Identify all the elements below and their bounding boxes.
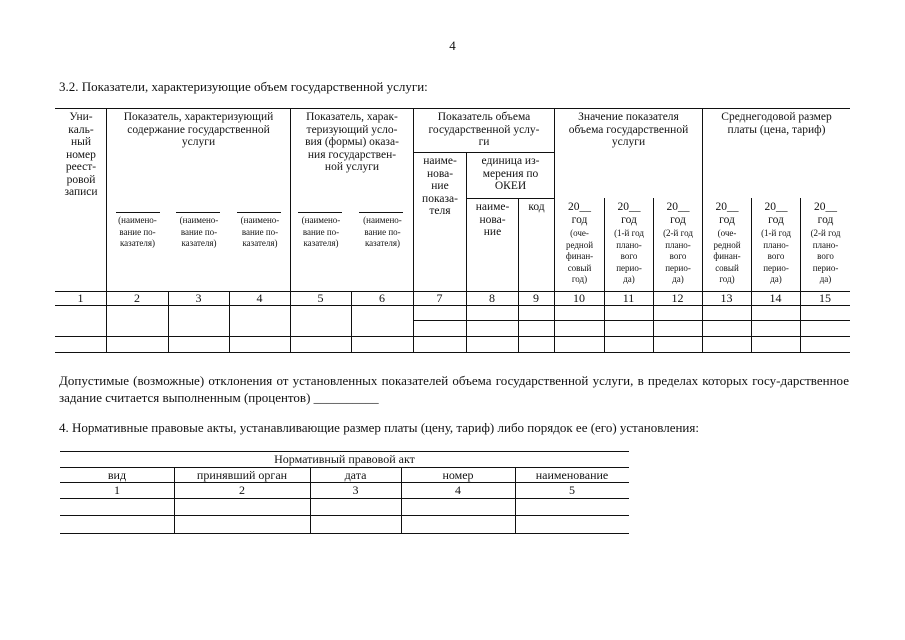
indicator-name-label: (наимено- вание по- казателя) <box>179 215 219 248</box>
numbers-row-bottom <box>55 305 850 306</box>
blank-line <box>237 212 281 213</box>
blank-line <box>116 212 160 213</box>
indicator-name-label: (наимено- вание по- казателя) <box>118 215 157 248</box>
column-header-authority: принявший орган <box>196 468 288 482</box>
year-second-note: (2-й год плано- вого перио- да) <box>810 228 841 284</box>
year-first-note: (1-й год плано- вого перио- да) <box>614 228 644 284</box>
header-average-fee: Среднегодовой размер платы (цена, тариф) <box>721 111 832 136</box>
column-number: 15 <box>819 291 831 305</box>
indicator-name-label: (наимено- вание по- казателя) <box>301 215 341 248</box>
column-number: 12 <box>671 291 684 305</box>
column-number: 4 <box>256 291 263 305</box>
okei-divider <box>466 198 554 199</box>
year-current-note: (оче- редной финан- совый год) <box>713 228 741 284</box>
column-number: 4 <box>455 483 461 497</box>
table-border-bottom <box>60 533 629 534</box>
numbers-row-bottom <box>60 498 629 499</box>
column-number: 10 <box>573 291 585 305</box>
column-header-type: вид <box>107 468 127 482</box>
legal-table-title: Нормативный правовой акт <box>274 452 415 466</box>
column-number: 6 <box>379 291 385 305</box>
volume-indicator-divider <box>413 152 554 153</box>
blank-line <box>298 212 342 213</box>
header-volume-indicator: Показатель объема государственной услу- ги <box>428 111 540 148</box>
column-number: 5 <box>317 291 324 305</box>
deviation-text: Допустимые (возможные) отклонения от установленных показателей объема государственной услуги, в пределах которых госу-дарственное задание считается выполненным (процентов) __________ <box>59 373 849 405</box>
column-number: 1 <box>114 483 120 497</box>
year-second-header: 20__ год <box>814 201 837 226</box>
year-first-note: (1-й год плано- вого перио- да) <box>761 228 791 284</box>
header-okei-code: код <box>528 201 545 213</box>
header-okei-name: наиме- нова- ние <box>475 201 510 238</box>
column-header-date: дата <box>344 468 367 482</box>
column-number: 3 <box>195 291 202 305</box>
column-divider <box>518 198 519 352</box>
column-number: 13 <box>720 291 733 305</box>
column-number: 7 <box>436 291 443 305</box>
year-current-header: 20__ год <box>715 201 739 226</box>
data-row-line <box>60 515 629 516</box>
blank-line <box>176 212 220 213</box>
table-border-top <box>55 108 850 109</box>
header-form-indicator: Показатель, харак- теризующий усло- вия (формы) оказа- ния государствен- ной услуги <box>305 111 399 173</box>
column-number: 1 <box>77 291 84 305</box>
indicator-name-label: (наимено- вание по- казателя) <box>363 215 402 248</box>
column-number: 11 <box>622 291 635 305</box>
column-number: 5 <box>569 483 575 497</box>
table-border-bottom <box>55 352 850 353</box>
section-3-2-heading: 3.2. Показатели, характеризующие объем государственной услуги: <box>59 79 428 94</box>
column-header-title: наименование <box>535 468 609 482</box>
year-current-header: 20__ год <box>568 201 591 226</box>
section-4-heading: 4. Нормативные правовые акты, устанавливающие размер платы (цену, тариф) либо порядок ее (его) установления: <box>59 420 699 435</box>
header-volume-value: Значение показателя объема государственной услуги <box>568 111 689 148</box>
column-number: 3 <box>352 483 359 497</box>
year-second-note: (2-й год плано- вого перио- да) <box>663 228 693 284</box>
column-header-number: номер <box>442 468 474 482</box>
column-number: 14 <box>769 291 782 305</box>
page-number: 4 <box>449 38 456 53</box>
year-second-header: 20__ год <box>666 201 690 226</box>
column-number: 2 <box>134 291 140 305</box>
data-row-line <box>55 336 850 337</box>
data-row-line <box>413 320 850 321</box>
header-indicator-name: наиме- нова- ние показа- теля <box>422 155 458 217</box>
header-unique-number: Уни- каль- ный номер реест- ровой записи <box>64 111 98 198</box>
year-first-header: 20__ год <box>764 201 788 226</box>
column-number: 9 <box>533 291 539 305</box>
year-first-header: 20__ год <box>617 201 641 226</box>
header-content-indicator: Показатель, характеризующий содержание государственной услуги <box>123 111 274 148</box>
blank-line <box>359 212 403 213</box>
column-number: 8 <box>489 291 495 305</box>
header-okei-unit: единица из- мерения по ОКЕИ <box>481 155 540 192</box>
column-number: 2 <box>239 483 245 497</box>
year-current-note: (оче- редной финан- совый год) <box>565 228 594 284</box>
indicator-name-label: (наимено- вание по- казателя) <box>240 215 280 248</box>
